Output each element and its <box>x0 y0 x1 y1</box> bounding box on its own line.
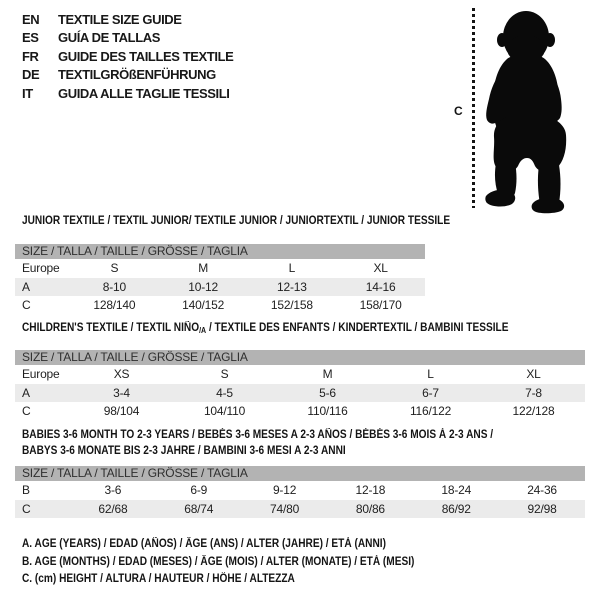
size-cell: XS <box>113 367 130 382</box>
value-cell: 18-24 <box>441 483 472 498</box>
value-cell: 86/92 <box>441 501 471 516</box>
section-junior-textile <box>15 215 451 315</box>
value-cell: 6-7 <box>422 385 439 400</box>
value-cell: 12-18 <box>355 483 386 498</box>
table-row-age <box>15 384 585 403</box>
language-code: EN <box>22 11 40 27</box>
table-row-height <box>15 500 585 519</box>
value-cell: 9-12 <box>272 483 297 498</box>
value-cell: 152/158 <box>270 298 313 313</box>
footnote-c: C. (cm) HEIGHT / ALTURA / HAUTEUR / HÖHE / ALTEZZA <box>22 573 295 585</box>
language-code: DE <box>22 67 40 83</box>
size-cell: XL <box>526 367 541 382</box>
language-code: FR <box>22 48 39 64</box>
size-cell: S <box>220 367 229 382</box>
size-cell: L <box>288 261 296 276</box>
table-row-height <box>15 402 585 421</box>
size-cell: L <box>427 367 434 382</box>
row-label: C <box>22 501 31 516</box>
language-row <box>22 29 233 48</box>
value-cell: 116/122 <box>409 404 452 419</box>
value-cell: 98/104 <box>103 404 140 419</box>
language-code: ES <box>22 30 39 46</box>
value-cell: 3-4 <box>113 385 130 400</box>
table-row-age-months <box>15 481 585 500</box>
language-label: GUIDA ALLE TAGLIE TESSILI <box>58 85 230 101</box>
table-row-height <box>15 296 425 315</box>
size-cell: M <box>322 367 333 382</box>
language-row <box>22 84 233 103</box>
value-cell: 24-36 <box>527 483 557 498</box>
value-cell: 68/74 <box>184 501 214 516</box>
table-row-age <box>15 278 425 297</box>
section-childrens-textile <box>15 322 585 421</box>
language-row <box>22 10 233 29</box>
row-label: B <box>22 483 30 498</box>
table-row-europe <box>15 259 425 278</box>
table-row-europe <box>15 365 585 384</box>
height-label-c: C <box>454 104 463 118</box>
value-cell: 158/170 <box>359 298 402 313</box>
language-row <box>22 47 233 66</box>
baby-silhouette-icon <box>477 3 597 214</box>
size-cell: M <box>198 261 209 276</box>
section-title: JUNIOR TEXTILE / TEXTIL JUNIOR/ TEXTILE JUNIOR / JUNIORTEXTIL / JUNIOR TESSILE <box>22 215 451 227</box>
value-cell: 110/116 <box>307 404 348 419</box>
footnote-b: B. AGE (MONTHS) / EDAD (MESES) / ÂGE (MOIS) / ALTER (MONATE) / ETÀ (MESI) <box>22 555 415 568</box>
value-cell: 122/128 <box>512 404 555 419</box>
value-cell: 4-5 <box>216 385 233 400</box>
language-title-list <box>22 10 233 103</box>
height-measure-dashed-line <box>472 8 475 208</box>
row-label: Europe <box>22 261 60 276</box>
legend-footnotes <box>22 536 468 589</box>
value-cell: 5-6 <box>319 385 336 400</box>
language-code: IT <box>22 85 33 101</box>
value-cell: 12-13 <box>277 279 307 294</box>
value-cell: 10-12 <box>188 279 218 294</box>
value-cell: 6-9 <box>190 483 208 498</box>
language-label: GUÍA DE TALLAS <box>58 30 161 46</box>
row-label: A <box>22 279 30 294</box>
value-cell: 62/68 <box>98 501 128 516</box>
language-label: TEXTILE SIZE GUIDE <box>58 11 182 27</box>
section-title: BABIES 3-6 MONTH TO 2-3 YEARS / BEBÉS 3-6 MESES A 2-3 AÑOS / BÉBÉS 3-6 MOIS À 2-3 ANS / BABYS 3-6 MONATE BIS 2-3 JAHRE / BAMBINI 3-6 MESI A 2-3 ANNI <box>22 429 494 457</box>
value-cell: 140/152 <box>182 298 225 313</box>
row-label: C <box>22 298 31 313</box>
size-cell: S <box>110 261 119 276</box>
value-cell: 128/140 <box>93 298 136 313</box>
section-babies-textile <box>15 428 585 518</box>
value-cell: 104/110 <box>203 404 246 419</box>
section-title: CHILDREN'S TEXTILE / TEXTIL $NIÑO_{/A}$ / TEXTILE DES ENFANTS / KINDERTEXTIL / BAMBINI TESSILE <box>22 322 509 335</box>
value-cell: 92/98 <box>527 501 557 516</box>
language-row <box>22 66 233 85</box>
footnote-a: A. AGE (YEARS) / EDAD (AÑOS) / ÂGE (ANS) / ALTER (JAHRE) / ETÀ (ANNI) <box>22 538 386 550</box>
nino-a-subscript: /A <box>199 326 207 335</box>
row-label: C <box>22 404 31 419</box>
language-label: GUIDE DES TAILLES TEXTILE <box>58 48 234 64</box>
size-cell: XL <box>373 261 388 276</box>
value-cell: 14-16 <box>365 279 396 294</box>
value-cell: 74/80 <box>270 501 300 516</box>
size-header-bar: SIZE / TALLA / TAILLE / GRÖSSE / TAGLIA <box>15 466 585 481</box>
row-label: Europe <box>22 367 60 382</box>
value-cell: 8-10 <box>102 279 126 294</box>
value-cell: 3-6 <box>104 483 122 498</box>
row-label: A <box>22 385 30 400</box>
size-header-bar: SIZE / TALLA / TAILLE / GRÖSSE / TAGLIA <box>15 350 585 365</box>
language-label: TEXTILGRÖßENFÜHRUNG <box>58 67 216 83</box>
value-cell: 7-8 <box>525 385 542 400</box>
size-header-bar: SIZE / TALLA / TAILLE / GRÖSSE / TAGLIA <box>15 244 425 259</box>
value-cell: 80/86 <box>355 501 385 516</box>
